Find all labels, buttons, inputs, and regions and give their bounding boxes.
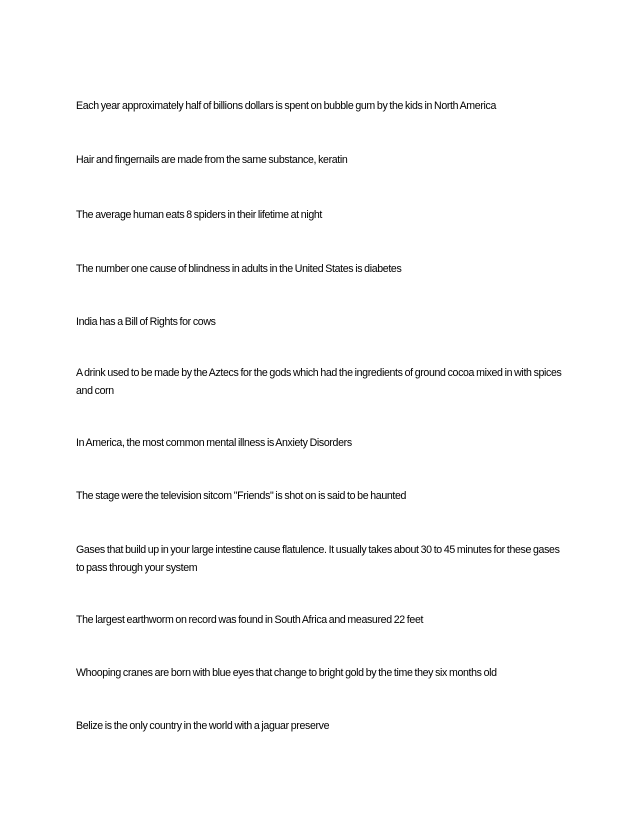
- fact-paragraph: India has a Bill of Rights for cows: [76, 316, 216, 328]
- fact-paragraph: Whooping cranes are born with blue eyes that change to bright gold by the time they six months old: [76, 667, 497, 679]
- fact-paragraph: Each year approximately half of billions dollars is spent on bubble gum by the kids in North America: [76, 100, 496, 112]
- fact-paragraph: The number one cause of blindness in adults in the United States is diabetes: [76, 263, 402, 275]
- fact-paragraph: The largest earthworm on record was found in South Africa and measured 22 feet: [76, 614, 424, 626]
- fact-paragraph: The average human eats 8 spiders in their lifetime at night: [76, 209, 322, 221]
- fact-paragraph: Hair and fingernails are made from the same substance, keratin: [76, 154, 348, 166]
- fact-paragraph: Belize is the only country in the world with a jaguar preserve: [76, 720, 330, 732]
- fact-paragraph: A drink used to be made by the Aztecs for the gods which had the ingredients of ground cocoa mixed in with spices and corn: [76, 367, 562, 397]
- fact-paragraph: Gases that build up in your large intestine cause flatulence. It usually takes about 30 to 45 minutes for these gases to pass through your system: [76, 544, 560, 574]
- fact-paragraph: In America, the most common mental illness is Anxiety Disorders: [76, 437, 352, 449]
- fact-paragraph: The stage were the television sitcom "Friends" is shot on is said to be haunted: [76, 490, 407, 502]
